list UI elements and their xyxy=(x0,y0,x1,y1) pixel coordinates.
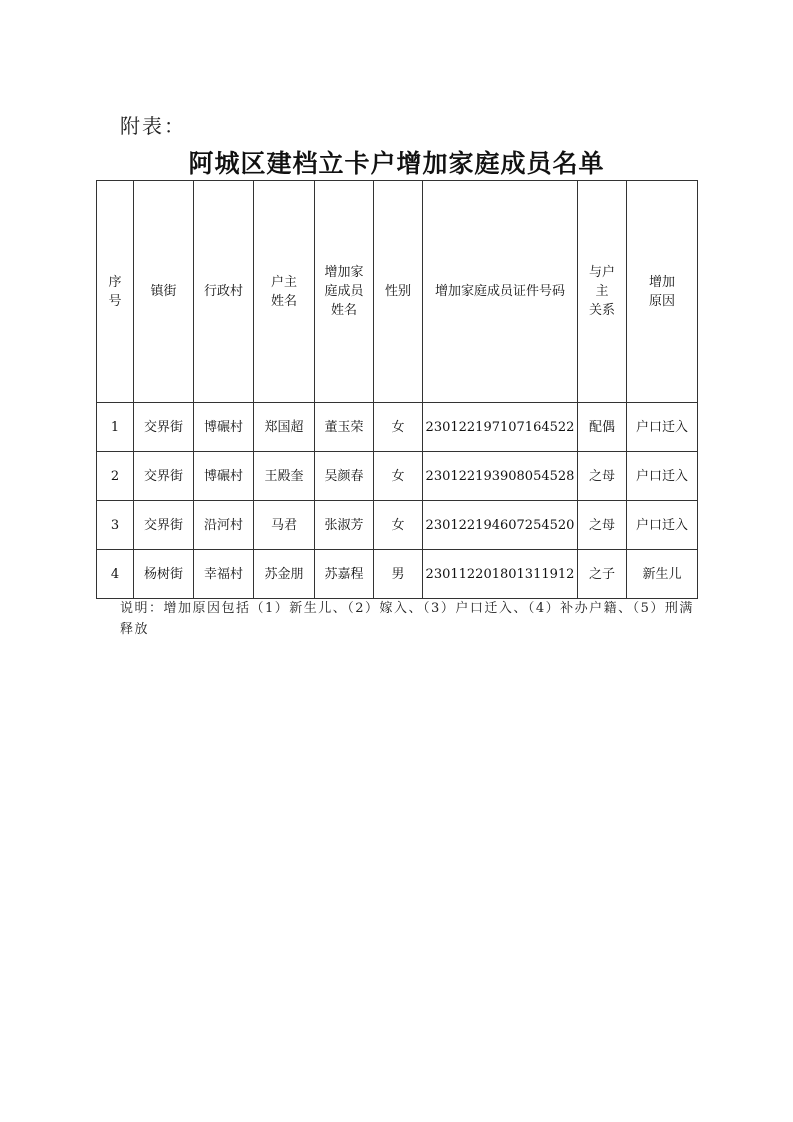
cell-town: 交界街 xyxy=(134,403,194,452)
header-relation xyxy=(578,181,627,403)
cell-member: 张淑芳 xyxy=(315,501,374,550)
cell-town: 交界街 xyxy=(134,501,194,550)
header-id-number xyxy=(423,181,578,403)
cell-householder: 王殿奎 xyxy=(254,452,315,501)
table-row xyxy=(97,550,698,599)
cell-gender: 女 xyxy=(374,452,423,501)
cell-member: 苏嘉程 xyxy=(315,550,374,599)
cell-gender: 女 xyxy=(374,403,423,452)
cell-seq: 3 xyxy=(97,501,134,550)
header-seq-label: 序 号 xyxy=(108,274,122,309)
cell-member: 董玉荣 xyxy=(315,403,374,452)
footnote: 说明：增加原因包括（1）新生儿、（2）嫁入、（3）户口迁入、（4）补办户籍、（5）刑满释放 xyxy=(120,601,694,637)
header-village-label: 行政村 xyxy=(203,284,243,299)
cell-reason: 新生儿 xyxy=(627,550,698,599)
cell-householder: 苏金朋 xyxy=(254,550,315,599)
cell-village: 博碾村 xyxy=(194,452,254,501)
cell-relation: 配偶 xyxy=(578,403,627,452)
cell-id-number: 230122197107164522 xyxy=(423,403,578,452)
cell-id-number: 230122194607254520 xyxy=(423,501,578,550)
table-row xyxy=(97,501,698,550)
cell-village: 幸福村 xyxy=(194,550,254,599)
header-reason-label: 增加 原因 xyxy=(648,274,675,309)
cell-seq: 1 xyxy=(97,403,134,452)
header-id-number-label: 增加家庭成员证件号码 xyxy=(434,284,565,299)
cell-village: 博碾村 xyxy=(194,403,254,452)
header-gender-label: 性别 xyxy=(384,284,411,299)
table-row xyxy=(97,452,698,501)
cell-relation: 之母 xyxy=(578,501,627,550)
cell-householder: 马君 xyxy=(254,501,315,550)
cell-reason: 户口迁入 xyxy=(627,501,698,550)
cell-id-number: 230122193908054528 xyxy=(423,452,578,501)
table-header-row xyxy=(97,181,698,403)
cell-village: 沿河村 xyxy=(194,501,254,550)
header-member-label: 增加家 庭成员 姓名 xyxy=(324,265,364,318)
household-members-table xyxy=(96,180,698,599)
cell-town: 交界街 xyxy=(134,452,194,501)
header-reason xyxy=(627,181,698,403)
header-gender xyxy=(374,181,423,403)
header-town xyxy=(134,181,194,403)
table-row xyxy=(97,403,698,452)
cell-gender: 女 xyxy=(374,501,423,550)
header-village xyxy=(194,181,254,403)
cell-member: 吴颜春 xyxy=(315,452,374,501)
cell-seq: 2 xyxy=(97,452,134,501)
cell-town: 杨树街 xyxy=(134,550,194,599)
cell-id-number: 230112201801311912 xyxy=(423,550,578,599)
header-seq xyxy=(97,181,134,403)
header-householder xyxy=(254,181,315,403)
cell-reason: 户口迁入 xyxy=(627,403,698,452)
header-town-label: 镇街 xyxy=(150,284,177,299)
cell-seq: 4 xyxy=(97,550,134,599)
header-member xyxy=(315,181,374,403)
cell-householder: 郑国超 xyxy=(254,403,315,452)
cell-relation: 之母 xyxy=(578,452,627,501)
document-title: 阿城区建档立卡户增加家庭成员名单 xyxy=(188,149,605,178)
cell-gender: 男 xyxy=(374,550,423,599)
cell-relation: 之子 xyxy=(578,550,627,599)
header-householder-label: 户主 姓名 xyxy=(270,274,297,309)
header-relation-label: 与户 主 关系 xyxy=(588,265,615,318)
cell-reason: 户口迁入 xyxy=(627,452,698,501)
attachment-label: 附表： xyxy=(120,114,186,138)
